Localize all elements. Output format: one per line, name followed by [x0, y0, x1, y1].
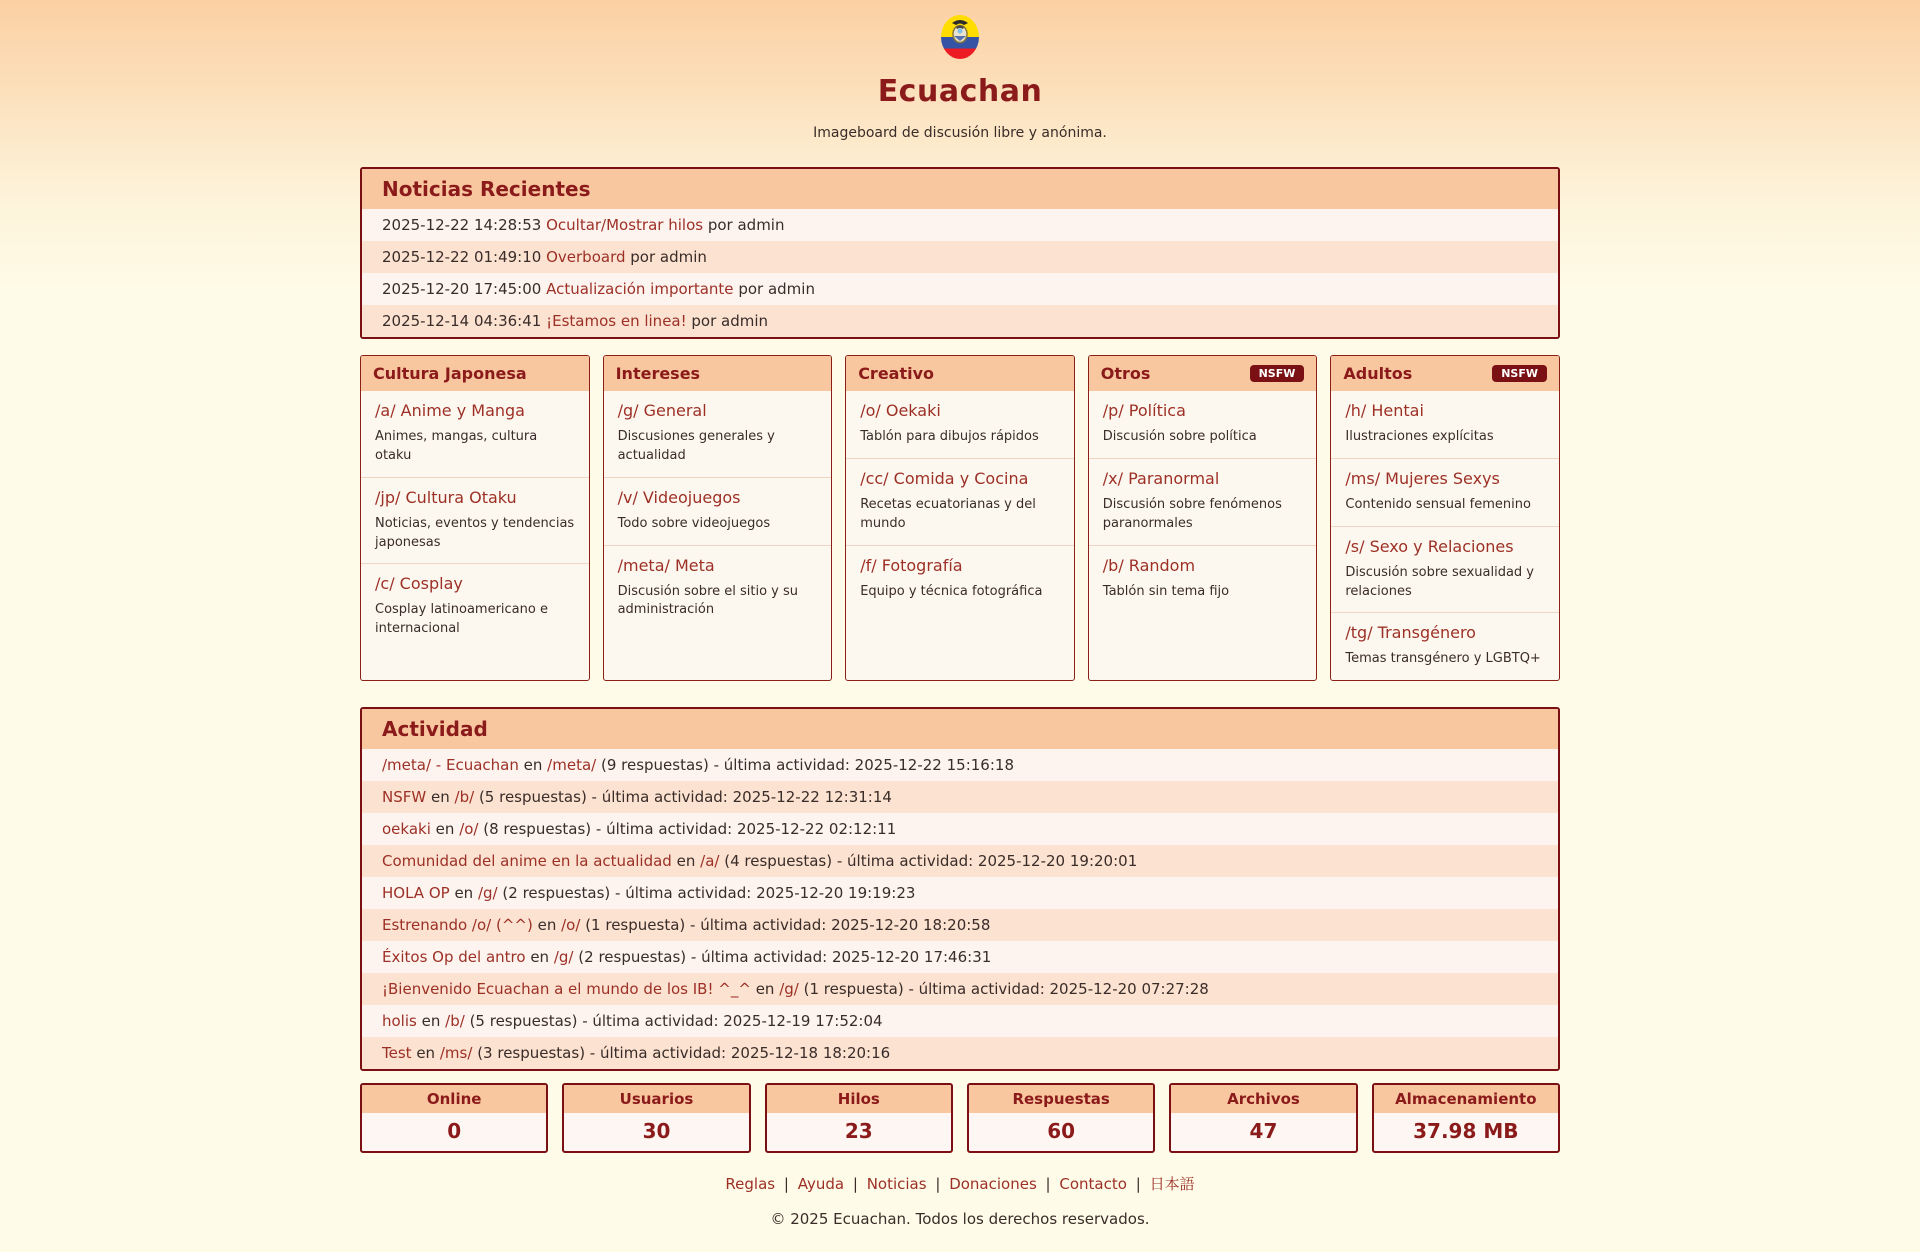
board-link-o[interactable]: /o/ Oekaki — [860, 401, 941, 420]
connector-text: en — [454, 884, 474, 903]
site-header — [360, 0, 1560, 141]
category-header — [361, 356, 589, 391]
activity-list — [362, 749, 1558, 1069]
news-link[interactable]: Ocultar/Mostrar hilos — [546, 216, 704, 234]
footer-link-donaciones[interactable]: Donaciones — [949, 1175, 1037, 1194]
board-description: Noticias, eventos y tendencias japonesas — [375, 515, 575, 550]
board-description: Equipo y técnica fotográfica — [860, 583, 1043, 599]
ecuador-flag-icon — [940, 14, 980, 60]
board-item — [1331, 391, 1559, 459]
footer-separator: | — [935, 1175, 941, 1194]
activity-item — [362, 941, 1558, 973]
activity-item — [362, 781, 1558, 813]
board-item — [1331, 527, 1559, 614]
board-description: Todo sobre videojuegos — [617, 515, 771, 531]
connector-text: en — [523, 756, 543, 775]
page-title: Ecuachan — [877, 74, 1043, 109]
thread-link[interactable]: oekaki — [382, 820, 431, 839]
footer-separator: | — [783, 1175, 789, 1194]
activity-meta: (1 respuesta) - última actividad: 2025-12-20 07:27:28 — [803, 980, 1209, 999]
thread-link[interactable]: Estrenando /o/ (^^) — [382, 916, 533, 935]
board-item — [361, 478, 589, 565]
category-title: Adultos — [1343, 364, 1413, 383]
stat-hilos — [765, 1083, 953, 1153]
connector-text: en — [530, 948, 550, 967]
activity-meta: (5 respuestas) - última actividad: 2025-12-22 12:31:14 — [478, 788, 892, 807]
footer-link-reglas[interactable]: Reglas — [725, 1175, 776, 1194]
connector-text: en — [435, 820, 455, 839]
stat-label: Online — [362, 1085, 546, 1113]
footer-separator: | — [852, 1175, 858, 1194]
board-ref-link[interactable]: /a/ — [700, 852, 720, 871]
board-item — [846, 546, 1074, 613]
category-header — [846, 356, 1074, 391]
connector-text: en — [416, 1044, 436, 1063]
thread-link[interactable]: /meta/ - Ecuachan — [382, 756, 519, 775]
news-author: por admin — [707, 216, 785, 234]
footer-link-noticias[interactable]: Noticias — [866, 1175, 927, 1194]
connector-text: en — [676, 852, 696, 871]
board-description: Animes, mangas, cultura otaku — [375, 429, 538, 463]
board-item — [846, 391, 1074, 459]
activity-item — [362, 877, 1558, 909]
category-otros — [1088, 355, 1318, 681]
board-description: Discusión sobre política — [1102, 429, 1257, 444]
board-ref-link[interactable]: /b/ — [445, 1012, 465, 1031]
activity-meta: (1 respuesta) - última actividad: 2025-12-20 18:20:58 — [585, 916, 991, 935]
category-adultos — [1330, 355, 1560, 681]
stat-value: 30 — [642, 1119, 671, 1144]
board-description: Contenido sensual femenino — [1345, 496, 1531, 512]
news-timestamp: 2025-12-14 04:36:41 — [382, 312, 542, 330]
board-link-cc[interactable]: /cc/ Comida y Cocina — [860, 468, 1029, 488]
stats-bar — [360, 1083, 1560, 1153]
board-ref-link[interactable]: /b/ — [454, 788, 475, 807]
stat-value: 0 — [447, 1119, 462, 1144]
board-ref-link[interactable]: /g/ — [553, 948, 574, 967]
board-link-ms[interactable]: /ms/ Mujeres Sexys — [1345, 468, 1500, 488]
thread-link[interactable]: HOLA OP — [382, 884, 450, 903]
board-categories — [360, 355, 1560, 681]
stat-usuarios — [562, 1083, 750, 1153]
activity-item — [362, 973, 1558, 1005]
activity-section — [360, 707, 1560, 1071]
stat-archivos — [1169, 1083, 1357, 1153]
stat-label: Archivos — [1171, 1085, 1355, 1113]
board-link-c[interactable]: /c/ Cosplay — [375, 574, 463, 594]
news-item — [362, 305, 1558, 337]
thread-link[interactable]: ¡Bienvenido Ecuachan a el mundo de los IB! ^_^ — [382, 980, 751, 999]
news-timestamp: 2025-12-22 01:49:10 — [382, 248, 542, 266]
news-author: por admin — [630, 248, 707, 266]
category-header — [1331, 356, 1559, 391]
activity-item — [362, 749, 1558, 781]
stat-respuestas — [967, 1083, 1155, 1153]
nsfw-badge: NSFW — [1250, 365, 1305, 382]
board-description: Temas transgénero y LGBTQ+ — [1345, 651, 1541, 667]
news-item — [362, 209, 1558, 241]
board-item — [1331, 613, 1559, 680]
board-item — [361, 391, 589, 478]
news-list — [362, 209, 1558, 337]
activity-meta: (8 respuestas) - última actividad: 2025-12-22 02:12:11 — [483, 820, 897, 839]
board-link-jp[interactable]: /jp/ Cultura Otaku — [375, 487, 517, 507]
connector-text: en — [430, 788, 450, 807]
board-description: Tablón sin tema fijo — [1102, 583, 1230, 599]
board-description: Discusiones generales y actualidad — [617, 429, 775, 463]
board-ref-link[interactable]: /o/ — [459, 820, 479, 839]
activity-item — [362, 813, 1558, 845]
news-item — [362, 273, 1558, 305]
stat-value: 60 — [1047, 1119, 1076, 1144]
news-author: por admin — [738, 280, 815, 298]
board-description: Discusión sobre fenómenos paranormales — [1102, 496, 1282, 531]
thread-link[interactable]: NSFW — [382, 788, 427, 807]
board-description: Recetas ecuatorianas y del mundo — [860, 496, 1036, 531]
stat-label: Hilos — [767, 1085, 951, 1113]
activity-item — [362, 1005, 1558, 1037]
copyright-text: © 2025 Ecuachan. Todos los derechos reservados. — [770, 1210, 1150, 1229]
connector-text: en — [421, 1012, 441, 1031]
board-item — [1089, 546, 1317, 613]
footer-link-contacto[interactable]: Contacto — [1059, 1175, 1127, 1194]
page-container — [360, 0, 1560, 1252]
footer-separator: | — [1045, 1175, 1051, 1194]
footer-separator: | — [1135, 1175, 1141, 1194]
category-creativo — [845, 355, 1075, 681]
news-author: por admin — [691, 312, 769, 330]
category-title: Intereses — [615, 364, 701, 383]
news-link[interactable]: Overboard — [546, 248, 626, 266]
thread-link[interactable]: Comunidad del anime en la actualidad — [382, 852, 672, 871]
board-link-meta[interactable]: /meta/ Meta — [617, 555, 715, 575]
activity-meta: (9 respuestas) - última actividad: 2025-12-22 15:16:18 — [600, 756, 1014, 775]
board-link-tg[interactable]: /tg/ Transgénero — [1345, 623, 1476, 643]
stat-value: 37.98 MB — [1413, 1119, 1519, 1144]
stat-value: 47 — [1249, 1119, 1278, 1144]
board-description: Cosplay latinoamericano e internacional — [375, 602, 548, 637]
board-link-a[interactable]: /a/ Anime y Manga — [375, 401, 525, 420]
board-link-b[interactable]: /b/ Random — [1102, 555, 1196, 575]
board-link-s[interactable]: /s/ Sexo y Relaciones — [1345, 536, 1514, 556]
category-intereses — [603, 355, 833, 681]
activity-meta: (5 respuestas) - última actividad: 2025-12-19 17:52:04 — [469, 1012, 883, 1031]
connector-text: en — [755, 980, 775, 999]
stat-online — [360, 1083, 548, 1153]
board-description: Discusión sobre el sitio y su administración — [617, 583, 799, 618]
activity-meta: (2 respuestas) - última actividad: 2025-12-20 17:46:31 — [578, 948, 992, 967]
stat-label: Respuestas — [969, 1085, 1153, 1113]
board-description: Tablón para dibujos rápidos — [860, 429, 1039, 444]
board-item — [1089, 391, 1317, 459]
activity-section-title: Actividad — [362, 709, 1558, 749]
news-timestamp: 2025-12-22 14:28:53 — [382, 216, 542, 234]
board-description: Discusión sobre sexualidad y relaciones — [1345, 564, 1534, 599]
board-link-p[interactable]: /p/ Política — [1102, 401, 1186, 420]
footer-nav — [360, 1173, 1560, 1194]
board-item — [604, 478, 832, 546]
news-link[interactable]: ¡Estamos en linea! — [546, 312, 687, 330]
category-cultura-japonesa — [360, 355, 590, 681]
board-item — [1089, 459, 1317, 546]
news-item — [362, 241, 1558, 273]
board-link-v[interactable]: /v/ Videojuegos — [617, 487, 741, 507]
activity-item — [362, 845, 1558, 877]
footer-link-japanese[interactable]: 日本語 — [1149, 1175, 1195, 1194]
stat-label: Usuarios — [564, 1085, 748, 1113]
board-ref-link[interactable]: /ms/ — [439, 1044, 473, 1063]
board-ref-link[interactable]: /g/ — [779, 980, 799, 999]
stat-almacenamiento — [1372, 1083, 1560, 1153]
connector-text: en — [537, 916, 557, 935]
board-link-x[interactable]: /x/ Paranormal — [1102, 468, 1220, 488]
category-title: Cultura Japonesa — [373, 364, 527, 383]
footer-link-ayuda[interactable]: Ayuda — [797, 1175, 845, 1194]
board-item — [604, 391, 832, 478]
board-item — [1331, 459, 1559, 527]
activity-meta: (2 respuestas) - última actividad: 2025-12-20 19:19:23 — [502, 884, 916, 903]
news-section — [360, 167, 1560, 339]
board-ref-link[interactable]: /o/ — [561, 916, 581, 935]
category-title: Otros — [1100, 364, 1151, 383]
thread-link[interactable]: holis — [382, 1012, 417, 1031]
stat-label: Almacenamiento — [1374, 1085, 1558, 1113]
news-link[interactable]: Actualización importante — [546, 280, 734, 298]
board-item — [361, 564, 589, 650]
board-item — [846, 459, 1074, 546]
board-item — [604, 546, 832, 632]
news-timestamp: 2025-12-20 17:45:00 — [382, 280, 542, 298]
category-header — [604, 356, 832, 391]
page-subtitle: Imageboard de discusión libre y anónima. — [813, 125, 1107, 141]
category-header — [1089, 356, 1317, 391]
activity-meta: (4 respuestas) - última actividad: 2025-12-20 19:20:01 — [724, 852, 1138, 871]
board-description: Ilustraciones explícitas — [1345, 429, 1494, 444]
nsfw-badge: NSFW — [1492, 365, 1547, 382]
board-ref-link[interactable]: /g/ — [477, 884, 498, 903]
board-link-h[interactable]: /h/ Hentai — [1345, 401, 1424, 420]
activity-item — [362, 909, 1558, 941]
category-title: Creativo — [858, 364, 935, 383]
activity-meta: (3 respuestas) - última actividad: 2025-12-18 18:20:16 — [477, 1044, 891, 1063]
news-section-title: Noticias Recientes — [362, 169, 1558, 209]
board-link-g[interactable]: /g/ General — [617, 401, 707, 420]
activity-item — [362, 1037, 1558, 1069]
board-ref-link[interactable]: /meta/ — [547, 756, 597, 775]
board-link-f[interactable]: /f/ Fotografía — [860, 555, 963, 575]
thread-link[interactable]: Éxitos Op del antro — [382, 948, 526, 967]
thread-link[interactable]: Test — [382, 1044, 412, 1063]
stat-value: 23 — [844, 1119, 873, 1144]
